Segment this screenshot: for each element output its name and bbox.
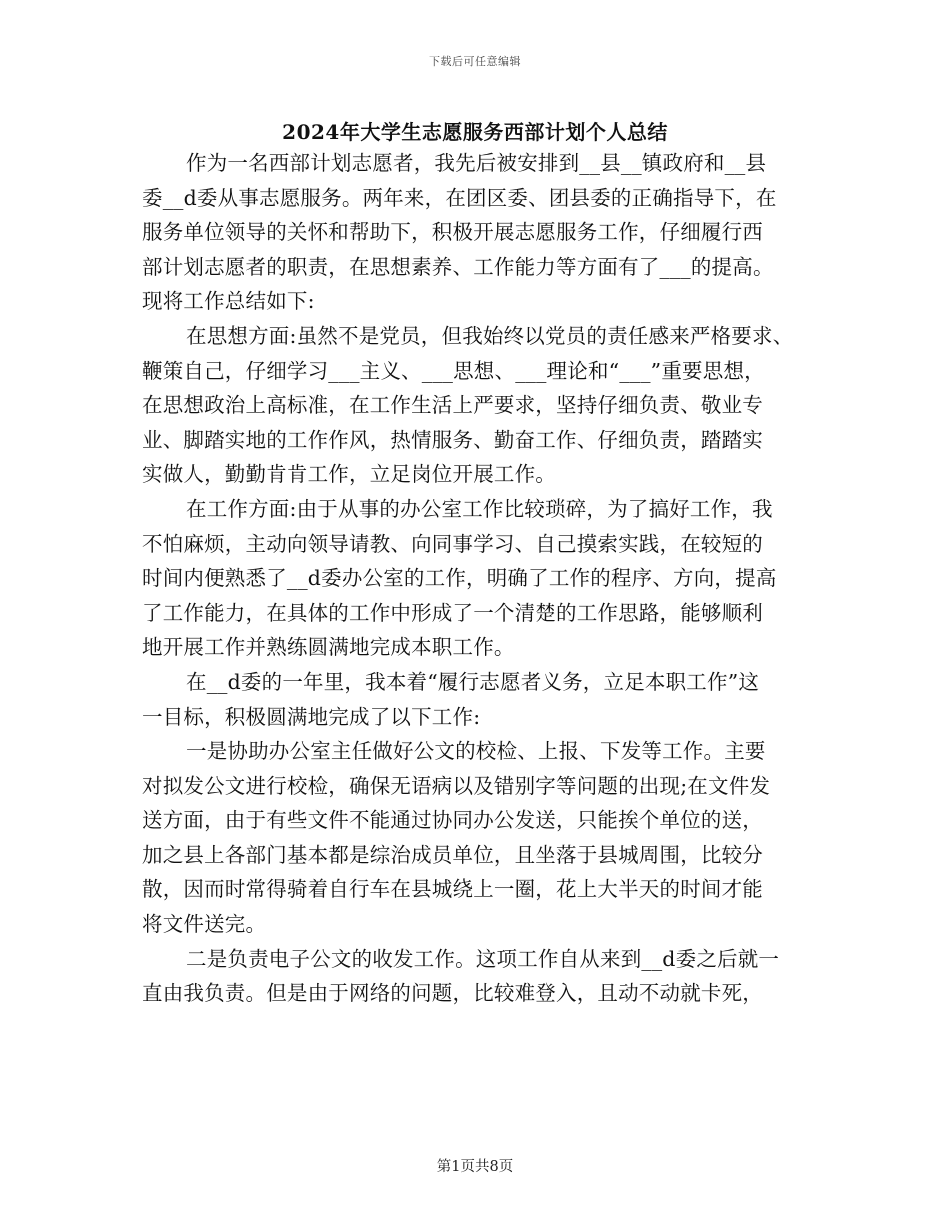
paragraph-line: 实做人，勤勤肯肯工作，立足岗位开展工作。 <box>142 462 556 487</box>
page-number: 第1页共8页 <box>436 1159 514 1175</box>
paragraph-line: 加之县上各部门基本都是综治成员单位，且坐落于县城周围，比较分 <box>142 842 763 867</box>
paragraph-line: 在思想政治上高标准，在工作生活上严要求，坚持仔细负责、敬业专 <box>142 393 763 418</box>
paragraph-line: 作为一名西部计划志愿者，我先后被安排到__县__镇政府和__县 <box>186 151 767 175</box>
document-title: 2024年大学生志愿服务西部计划个人总结 <box>282 120 668 144</box>
paragraph-line: 在思想方面:虽然不是党员，但我始终以党员的责任感来严格要求、 <box>186 323 794 348</box>
paragraph-line: 对拟发公文进行校检，确保无语病以及错别字等问题的出现;在文件发 <box>142 773 771 798</box>
paragraph-line: 部计划志愿者的职责，在思想素养、工作能力等方面有了___的提高。 <box>142 254 774 279</box>
paragraph-line: 时间内便熟悉了__d委办公室的工作，明确了工作的程序、方向，提高 <box>142 566 777 591</box>
paragraph-line: 委__d委从事志愿服务。两年来，在团区委、团县委的正确指导下，在 <box>142 185 777 210</box>
paragraph-line: 现将工作总结如下: <box>142 289 315 314</box>
paragraph-line: 不怕麻烦，主动向领导请教、向同事学习、自己摸索实践，在较短的 <box>142 531 763 556</box>
paragraph-line: 服务单位领导的关怀和帮助下，积极开展志愿服务工作，仔细履行西 <box>142 220 763 245</box>
paragraph-line: 送方面，由于有些文件不能通过协同办公发送，只能挨个单位的送， <box>142 808 763 833</box>
paragraph-line: 了工作能力，在具体的工作中形成了一个清楚的工作思路，能够顺利 <box>142 600 763 625</box>
paragraph-line: 在工作方面:由于从事的办公室工作比较琐碎，为了搞好工作，我 <box>186 496 773 521</box>
paragraph-line: 散，因而时常得骑着自行车在县城绕上一圈，花上大半天的时间才能 <box>142 877 763 902</box>
paragraph-line: 二是负责电子公文的收发工作。这项工作自从来到__d委之后就一 <box>186 946 780 971</box>
paragraph-line: 业、脚踏实地的工作作风，热情服务、勤奋工作、仔细负责，踏踏实 <box>142 427 763 452</box>
header-note: 下载后可任意编辑 <box>429 55 521 68</box>
document-body <box>142 146 820 1011</box>
paragraph-line: 一是协助办公室主任做好公文的校检、上报、下发等工作。主要 <box>186 739 766 764</box>
paragraph-line: 地开展工作并熟练圆满地完成本职工作。 <box>142 635 515 660</box>
paragraph-line: 鞭策自己，仔细学习___主义、___思想、___理论和“___”重要思想， <box>142 358 765 383</box>
paragraph-line: 将文件送完。 <box>142 912 267 937</box>
paragraph-line: 一目标，积极圆满地完成了以下工作: <box>142 704 481 729</box>
paragraph-line: 在__d委的一年里，我本着“履行志愿者义务，立足本职工作”这 <box>186 669 760 694</box>
paragraph-line: 直由我负责。但是由于网络的问题，比较难登入，且动不动就卡死， <box>142 981 763 1006</box>
